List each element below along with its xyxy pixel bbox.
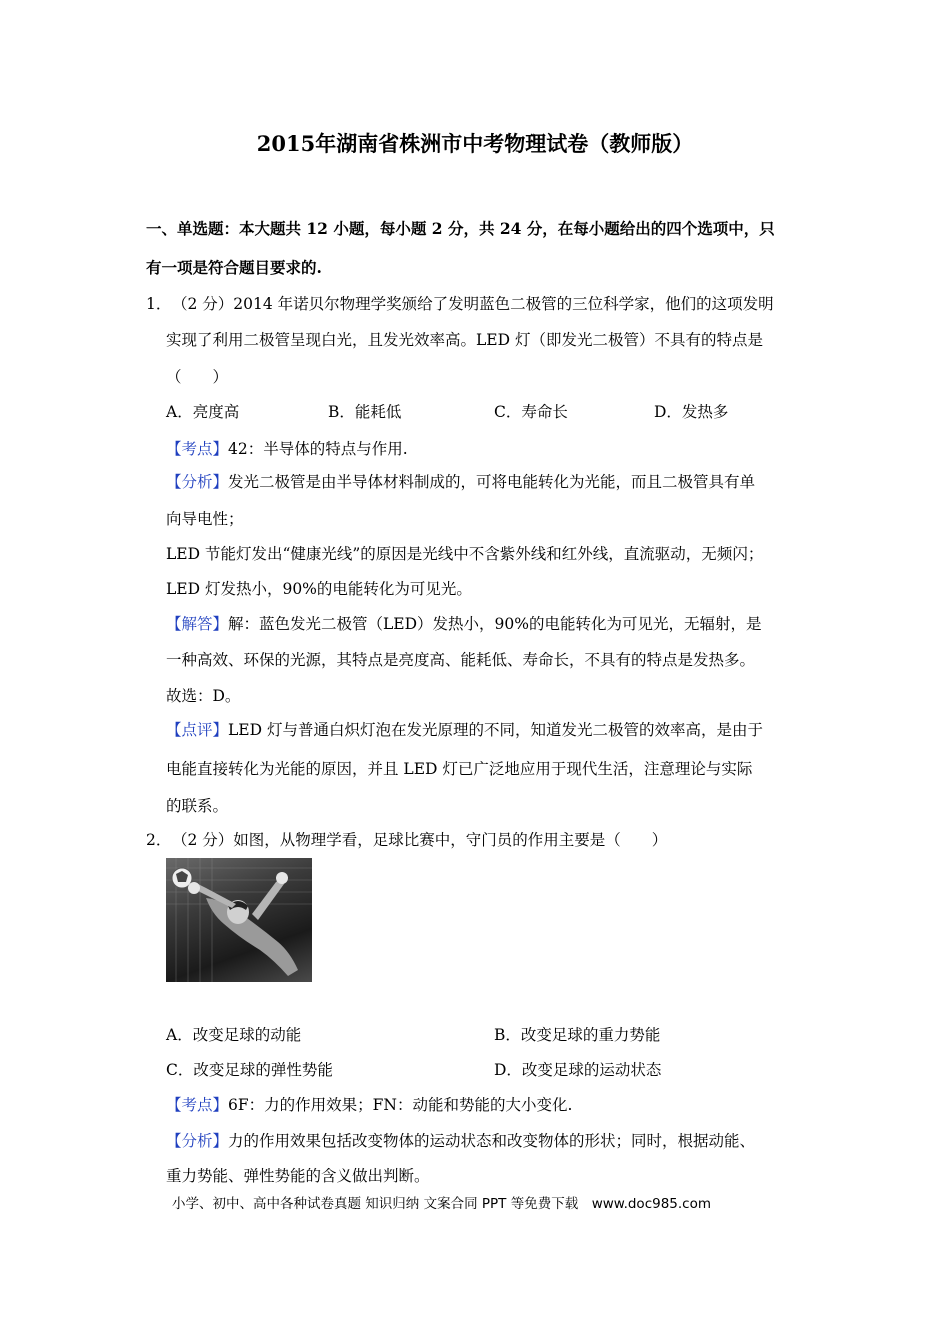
q1-fenxi-line1: 发光二极管是由半导体材料制成的，可将电能转化为光能，而且二极管具有单 [228, 473, 756, 491]
q2-option-c: C．改变足球的弹性势能 [166, 1061, 333, 1079]
q2-number: 2． [146, 831, 172, 849]
q1-option-d: D．发热多 [654, 403, 729, 421]
q1-stem-line2: 实现了利用二极管呈现白光，且发光效率高。LED 灯（即发光二极管）不具有的特点是 [166, 331, 763, 349]
q1-dianping-line1: LED 灯与普通白炽灯泡在发光原理的不同，知道发光二极管的效率高，是由于 [228, 721, 763, 739]
section-heading-line1: 一、单选题：本大题共 12 小题，每小题 2 分，共 24 分，在每小题给出的四个选项中，只 [146, 219, 775, 238]
q1-kaodian-text: 42：半导体的特点与作用. [228, 440, 408, 458]
q1-kaodian [166, 437, 408, 459]
q2-kaodian-text: 6F：力的作用效果；FN：动能和势能的大小变化. [228, 1096, 573, 1114]
q1-number: 1． [146, 295, 172, 313]
q1-option-a: A．亮度高 [166, 403, 240, 421]
q1-dianping [166, 718, 763, 740]
q2-kaodian-tag: 【考点】 [166, 1096, 229, 1114]
page-footer: 小学、初中、高中各种试卷真题 知识归纳 文案合同 PPT 等免费下载 www.doc985.com [172, 1196, 712, 1212]
q1-jieda-tag: 【解答】 [166, 615, 229, 633]
q1-dianping-tag: 【点评】 [166, 721, 229, 739]
q1-stem-line1: （2 分）2014 年诺贝尔物理学奖颁给了发明蓝色二极管的三位科学家，他们的这项发明 [172, 295, 774, 313]
q1-option-b: B．能耗低 [328, 403, 402, 421]
q1-dianping-line3: 的联系。 [166, 797, 229, 815]
q1-fenxi-line3: LED 节能灯发出“健康光线”的原因是光线中不含紫外线和红外线，直流驱动，无频闪； [166, 545, 764, 563]
q1-jieda [166, 612, 762, 634]
q1-dianping-line2: 电能直接转化为光能的原因，并且 LED 灯已广泛地应用于现代生活，注意理论与实际 [166, 760, 753, 778]
q2-option-d: D．改变足球的运动状态 [494, 1061, 662, 1079]
q1-jieda-line1: 解：蓝色发光二极管（LED）发热小，90%的电能转化为可见光，无辐射，是 [228, 615, 762, 633]
q1-option-c: C．寿命长 [494, 403, 568, 421]
q2-fenxi-line1: 力的作用效果包括改变物体的运动状态和改变物体的形状；同时，根据动能、 [228, 1132, 756, 1150]
q2-fenxi-line2: 重力势能、弹性势能的含义做出判断。 [166, 1167, 430, 1185]
q1-jieda-line3: 故选：D。 [166, 687, 241, 705]
section-heading-line2: 有一项是符合题目要求的. [146, 258, 322, 277]
q1-fenxi-line4: LED 灯发热小，90%的电能转化为可见光。 [166, 580, 472, 598]
goalkeeper-illustration [166, 858, 312, 982]
q1-stem-line3: （ ） [166, 368, 229, 386]
q2-kaodian [166, 1093, 572, 1115]
q2-stem: （2 分）如图，从物理学看，足球比赛中，守门员的作用主要是（ ） [172, 831, 668, 849]
q2-fenxi-tag: 【分析】 [166, 1132, 229, 1150]
q1-fenxi-tag: 【分析】 [166, 473, 229, 491]
q1-fenxi [166, 470, 755, 492]
q1-fenxi-line2: 向导电性； [166, 510, 244, 528]
q2-option-b: B．改变足球的重力势能 [494, 1026, 661, 1044]
q2-fenxi [166, 1129, 755, 1151]
q1-jieda-line2: 一种高效、环保的光源，其特点是亮度高、能耗低、寿命长，不具有的特点是发热多。 [166, 651, 756, 669]
q1-kaodian-tag: 【考点】 [166, 440, 229, 458]
page-title: 2015年湖南省株洲市中考物理试卷（教师版） [256, 131, 694, 156]
q2-option-a: A．改变足球的动能 [166, 1026, 302, 1044]
goalkeeper-photo [166, 858, 312, 982]
